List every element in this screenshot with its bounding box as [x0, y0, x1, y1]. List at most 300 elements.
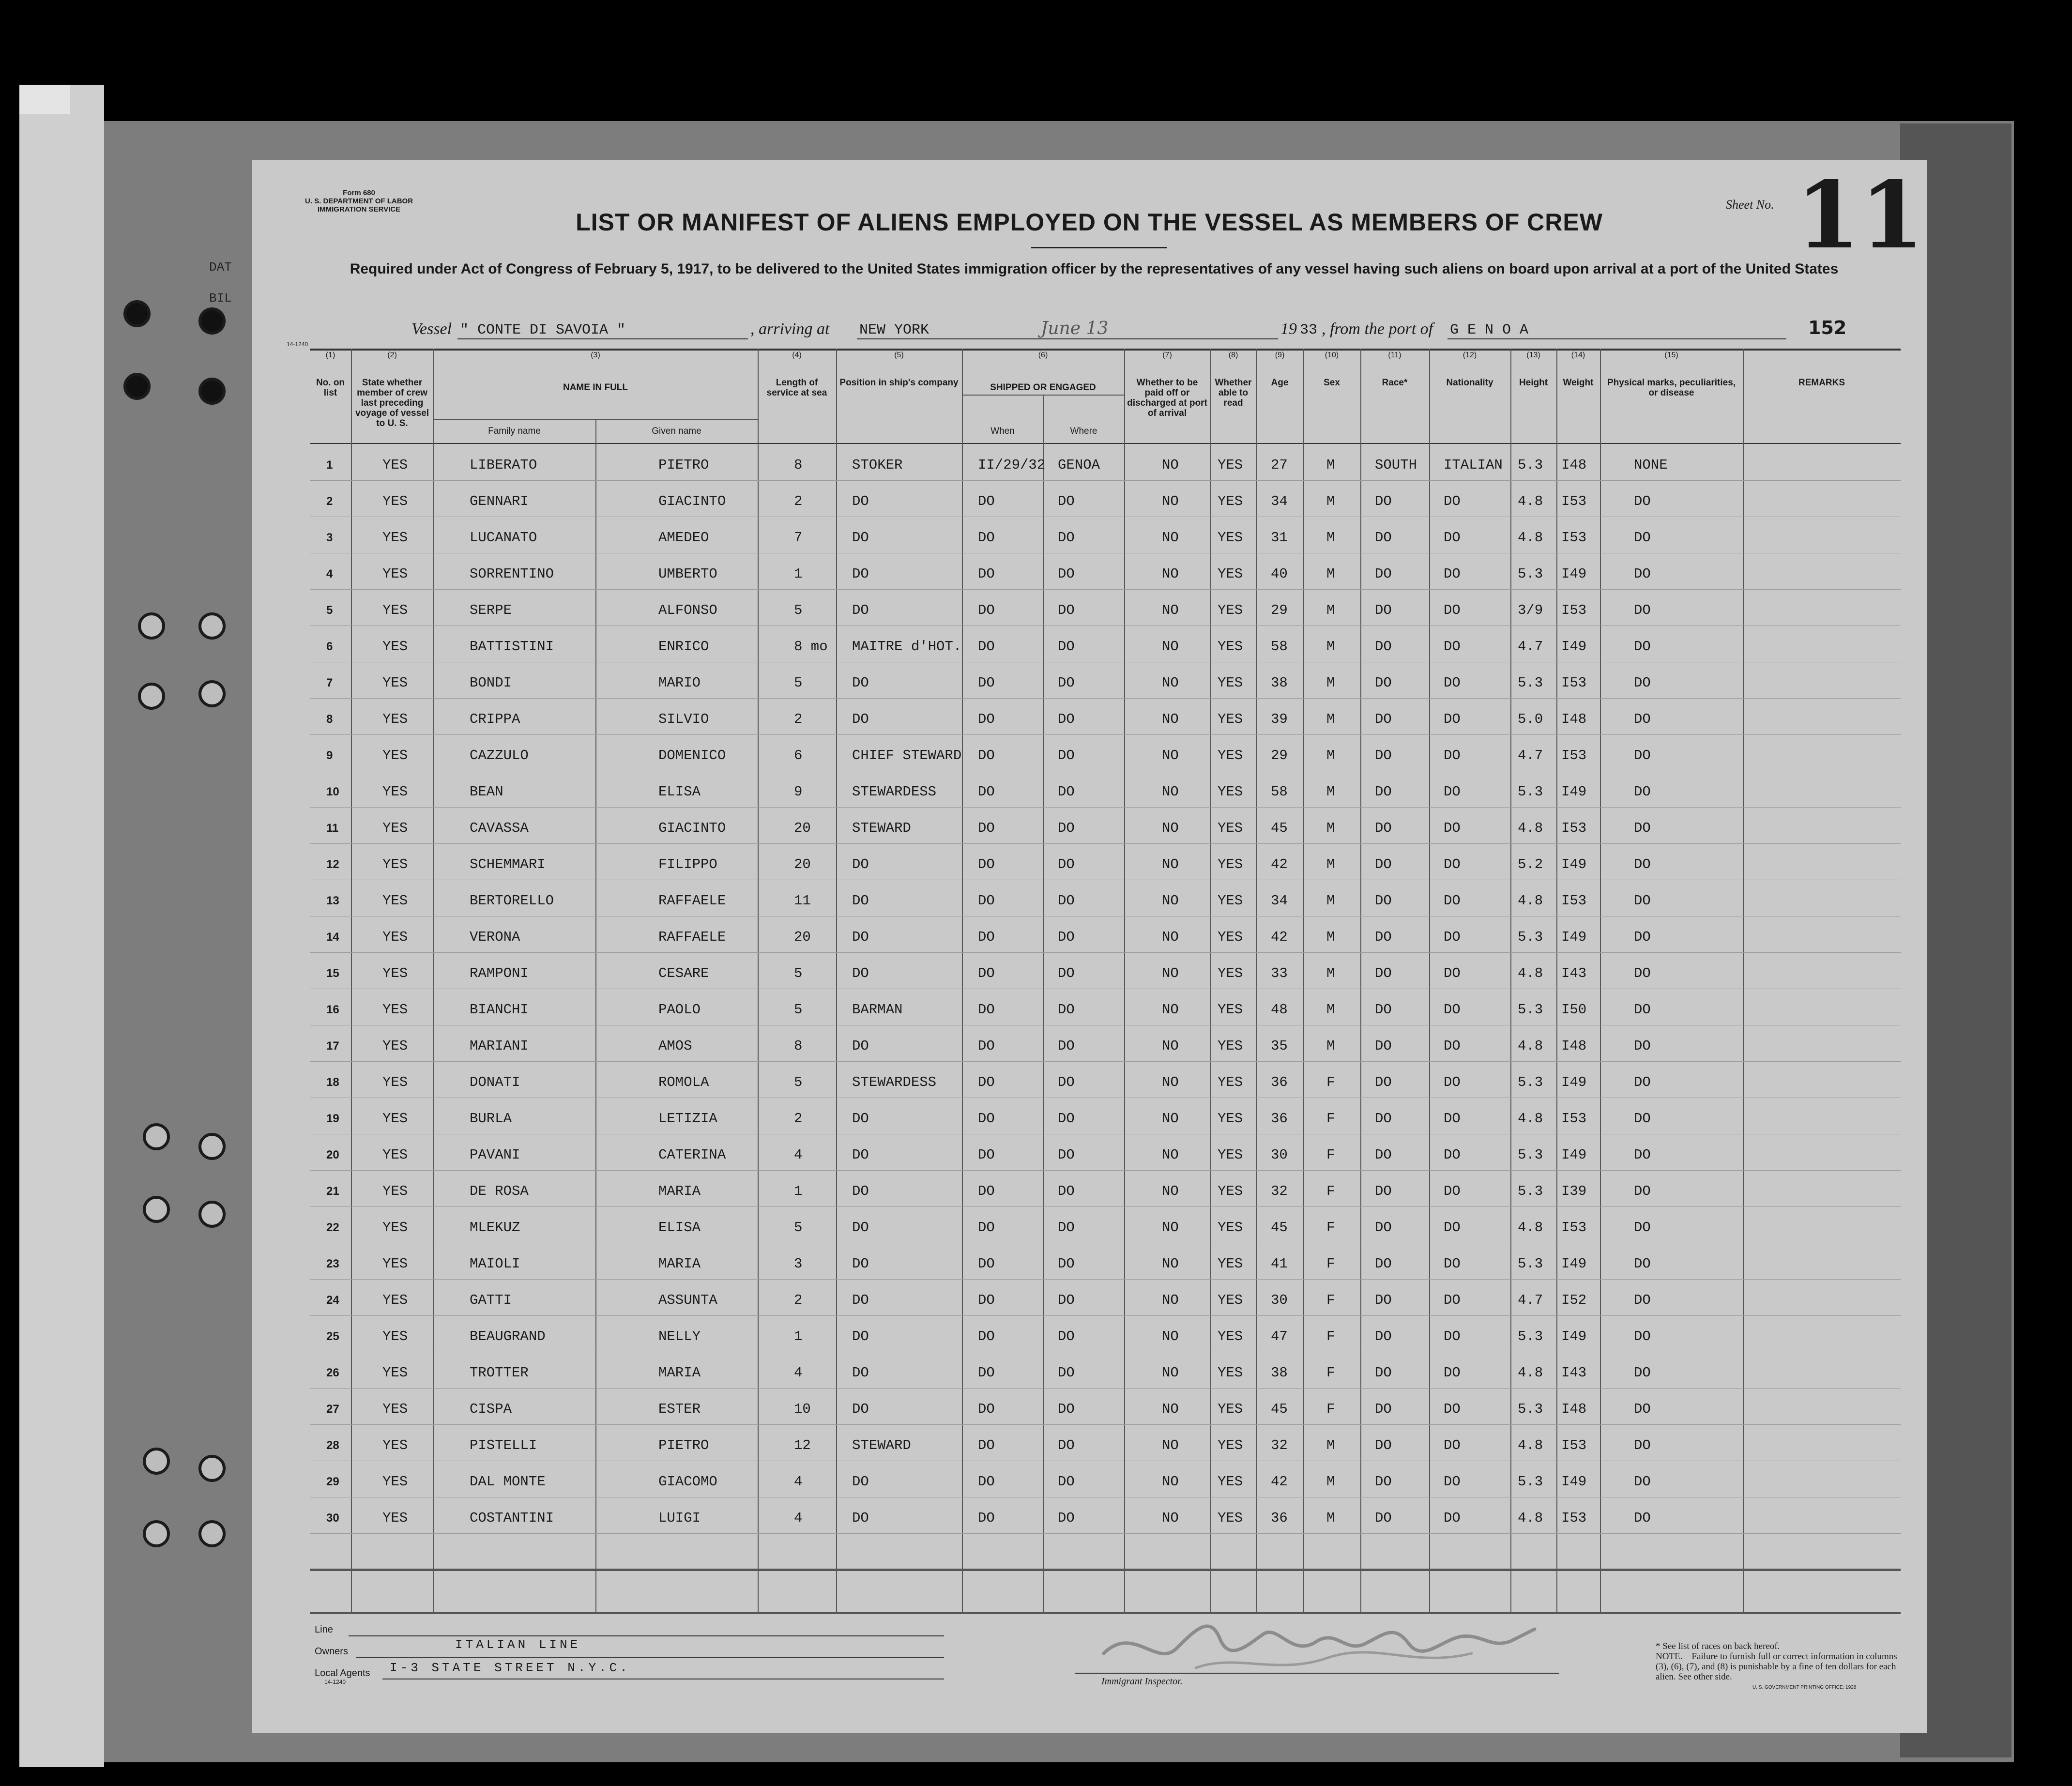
cell-weight: I49	[1561, 929, 1587, 945]
column-number: (7)	[1162, 351, 1172, 359]
inspector-line	[1075, 1673, 1559, 1674]
cell-service: 2	[794, 1111, 803, 1127]
cell-position: MAITRE d'HOT.	[852, 639, 962, 655]
inspector-signature	[1075, 1595, 1559, 1678]
cell-sex: F	[1326, 1220, 1335, 1236]
cell-age: 58	[1271, 784, 1288, 800]
cell-age: 35	[1271, 1038, 1288, 1054]
cell-sex: M	[1326, 1474, 1335, 1490]
cell-where: DO	[1058, 566, 1075, 582]
cell-nationality: DO	[1444, 929, 1461, 945]
cell-given: LETIZIA	[658, 1111, 717, 1127]
cell-race: DO	[1375, 675, 1392, 691]
cell-marks: DO	[1634, 1510, 1651, 1526]
sheet-number: 11	[1796, 161, 1924, 269]
punch-hole	[138, 612, 165, 640]
cell-height: 5.3	[1518, 1183, 1543, 1199]
cell-where: DO	[1058, 893, 1075, 909]
column-header: No. on list	[316, 378, 345, 398]
cell-paid: NO	[1162, 820, 1179, 836]
cell-age: 34	[1271, 893, 1288, 909]
cell-marks: DO	[1634, 602, 1651, 618]
cell-race: DO	[1375, 1147, 1392, 1163]
cell-weight: I49	[1561, 784, 1587, 800]
cell-paid: NO	[1162, 530, 1179, 546]
cell-position: STEWARDESS	[852, 784, 937, 800]
cell-family: MARIANI	[470, 1038, 529, 1054]
cell-weight: I49	[1561, 566, 1587, 582]
cell-given: ALFONSO	[658, 602, 717, 618]
cell-height: 5.3	[1518, 929, 1543, 945]
cell-service: 20	[794, 856, 811, 872]
cell-family: TROTTER	[470, 1365, 529, 1381]
cell-when: DO	[978, 1437, 995, 1453]
column-rule	[1360, 349, 1361, 1612]
cell-prev: YES	[382, 1147, 408, 1163]
cell-where: DO	[1058, 1401, 1075, 1417]
cell-position: DO	[852, 856, 869, 872]
cell-sex: M	[1326, 965, 1335, 981]
cell-when: DO	[978, 965, 995, 981]
cell-sex: M	[1326, 457, 1335, 473]
cell-family: PAVANI	[470, 1147, 520, 1163]
cell-no: 4	[326, 567, 333, 580]
column-header: SHIPPED OR ENGAGED	[990, 382, 1096, 393]
cell-when: DO	[978, 1111, 995, 1127]
column-rule	[758, 349, 759, 1612]
vessel-underline	[457, 338, 748, 339]
cell-family: BIANCHI	[470, 1002, 529, 1018]
form-number: Form 680	[343, 189, 375, 197]
cell-race: DO	[1375, 1038, 1392, 1054]
column-header: REMARKS	[1798, 378, 1845, 388]
cell-height: 4.7	[1518, 1292, 1543, 1308]
cell-marks: DO	[1634, 856, 1651, 872]
cell-read: YES	[1218, 1074, 1243, 1090]
cell-family: MAIOLI	[470, 1256, 520, 1272]
cell-sex: M	[1326, 784, 1335, 800]
cell-read: YES	[1218, 1328, 1243, 1344]
cell-age: 58	[1271, 639, 1288, 655]
agents-value: I-3 STATE STREET N.Y.C.	[390, 1661, 630, 1675]
cell-service: 5	[794, 1220, 803, 1236]
row-rule	[310, 1315, 1901, 1316]
punch-hole	[138, 683, 165, 710]
cell-nationality: DO	[1444, 1365, 1461, 1381]
cell-given: ELISA	[658, 1220, 701, 1236]
cell-sex: F	[1326, 1111, 1335, 1127]
cell-nationality: DO	[1444, 1074, 1461, 1090]
cell-nationality: DO	[1444, 493, 1461, 509]
cell-position: DO	[852, 1111, 869, 1127]
cell-where: DO	[1058, 639, 1075, 655]
cell-given: MARIA	[658, 1365, 701, 1381]
cell-no: 9	[326, 749, 333, 762]
cell-family: CAZZULO	[470, 748, 529, 763]
cell-when: DO	[978, 1256, 995, 1272]
column-number: (14)	[1571, 351, 1585, 359]
cell-sex: F	[1326, 1074, 1335, 1090]
cell-given: GIACINTO	[658, 820, 726, 836]
cell-weight: I48	[1561, 1401, 1587, 1417]
cell-read: YES	[1218, 1002, 1243, 1018]
cell-weight: I39	[1561, 1183, 1587, 1199]
footnote-races: * See list of races on back hereof.	[1656, 1641, 1780, 1651]
column-number: (8)	[1228, 351, 1238, 359]
cell-service: 8	[794, 1038, 803, 1054]
cell-height: 5.2	[1518, 856, 1543, 872]
cell-weight: I53	[1561, 1111, 1587, 1127]
cell-given: PIETRO	[658, 457, 709, 473]
cell-position: DO	[852, 675, 869, 691]
column-rule	[1124, 349, 1125, 1612]
cell-read: YES	[1218, 1401, 1243, 1417]
cell-prev: YES	[382, 1074, 408, 1090]
cell-family: BEAUGRAND	[470, 1328, 546, 1344]
cell-prev: YES	[382, 1474, 408, 1490]
cell-sex: F	[1326, 1365, 1335, 1381]
column-rule	[351, 349, 352, 1612]
from-label: , from the port of	[1322, 320, 1433, 338]
cell-no: 6	[326, 640, 333, 653]
punch-hole	[198, 680, 226, 707]
cell-marks: DO	[1634, 711, 1651, 727]
cell-when: DO	[978, 711, 995, 727]
cell-race: DO	[1375, 965, 1392, 981]
cell-paid: NO	[1162, 965, 1179, 981]
punch-hole	[123, 300, 151, 327]
cell-marks: DO	[1634, 1437, 1651, 1453]
cell-marks: DO	[1634, 1474, 1651, 1490]
cell-no: 26	[326, 1366, 339, 1379]
year: 33	[1300, 322, 1318, 338]
header-bottom-rule	[310, 443, 1901, 444]
arrival-date: June 13	[1041, 319, 1109, 338]
cell-sex: M	[1326, 1510, 1335, 1526]
cell-service: 20	[794, 820, 811, 836]
cell-prev: YES	[382, 639, 408, 655]
cell-when: DO	[978, 602, 995, 618]
cell-race: DO	[1375, 1074, 1392, 1090]
cell-where: DO	[1058, 602, 1075, 618]
cell-sex: M	[1326, 639, 1335, 655]
cell-nationality: DO	[1444, 1401, 1461, 1417]
cell-family: CAVASSA	[470, 820, 529, 836]
cell-marks: DO	[1634, 493, 1651, 509]
cell-marks: DO	[1634, 748, 1651, 763]
sub-header: Given name	[652, 426, 701, 436]
column-rule	[1429, 349, 1430, 1612]
cell-service: 4	[794, 1510, 803, 1526]
cell-service: 8	[794, 457, 803, 473]
cell-sex: F	[1326, 1256, 1335, 1272]
cell-marks: NONE	[1634, 457, 1668, 473]
cell-prev: YES	[382, 457, 408, 473]
page-title: LIST OR MANIFEST OF ALIENS EMPLOYED ON THE VESSEL AS MEMBERS OF CREW	[576, 209, 1603, 236]
cell-where: DO	[1058, 1147, 1075, 1163]
cell-given: PIETRO	[658, 1437, 709, 1453]
cell-where: DO	[1058, 1183, 1075, 1199]
cell-height: 5.3	[1518, 1401, 1543, 1417]
cell-read: YES	[1218, 1256, 1243, 1272]
cell-weight: I53	[1561, 493, 1587, 509]
cell-given: MARIA	[658, 1183, 701, 1199]
cell-read: YES	[1218, 784, 1243, 800]
cell-family: DE ROSA	[470, 1183, 529, 1199]
cell-where: DO	[1058, 530, 1075, 546]
cell-when: DO	[978, 1220, 995, 1236]
cell-family: BERTORELLO	[470, 893, 554, 909]
cell-family: LUCANATO	[470, 530, 537, 546]
cell-service: 5	[794, 602, 803, 618]
cell-service: 2	[794, 711, 803, 727]
cell-nationality: DO	[1444, 1474, 1461, 1490]
cell-where: DO	[1058, 748, 1075, 763]
shipped-split-line	[1043, 395, 1044, 1612]
cell-weight: I53	[1561, 1437, 1587, 1453]
cell-age: 42	[1271, 1474, 1288, 1490]
cell-paid: NO	[1162, 929, 1179, 945]
cell-no: 3	[326, 531, 333, 544]
sub-header: Where	[1070, 426, 1097, 436]
owners-label: Owners	[315, 1646, 348, 1657]
cell-prev: YES	[382, 748, 408, 763]
cell-family: COSTANTINI	[470, 1510, 554, 1526]
column-header: Physical marks, peculiarities, or disease	[1607, 378, 1736, 398]
cell-nationality: DO	[1444, 1256, 1461, 1272]
cell-sex: M	[1326, 748, 1335, 763]
cell-weight: I53	[1561, 602, 1587, 618]
cell-prev: YES	[382, 929, 408, 945]
cell-height: 4.7	[1518, 639, 1543, 655]
cell-weight: I49	[1561, 1147, 1587, 1163]
cell-when: DO	[978, 1183, 995, 1199]
cell-prev: YES	[382, 1220, 408, 1236]
cell-service: 5	[794, 675, 803, 691]
punch-hole	[198, 307, 226, 335]
column-number: (10)	[1325, 351, 1339, 359]
cell-prev: YES	[382, 893, 408, 909]
cell-service: 12	[794, 1437, 811, 1453]
cell-sex: M	[1326, 1002, 1335, 1018]
cell-given: MARIO	[658, 675, 701, 691]
cell-prev: YES	[382, 602, 408, 618]
cell-given: ENRICO	[658, 639, 709, 655]
cell-race: DO	[1375, 856, 1392, 872]
cell-nationality: DO	[1444, 965, 1461, 981]
form-code: 14-1240	[287, 341, 308, 348]
cell-position: DO	[852, 1510, 869, 1526]
cell-marks: DO	[1634, 820, 1651, 836]
cell-race: DO	[1375, 1292, 1392, 1308]
cell-sex: F	[1326, 1292, 1335, 1308]
cell-height: 4.7	[1518, 748, 1543, 763]
cell-no: 14	[326, 931, 339, 944]
column-header: Whether able to read	[1215, 378, 1252, 408]
cell-marks: DO	[1634, 1111, 1651, 1127]
cell-read: YES	[1218, 457, 1243, 473]
column-header: Nationality	[1446, 378, 1493, 388]
column-rule	[1510, 349, 1511, 1612]
cell-where: DO	[1058, 1256, 1075, 1272]
cell-read: YES	[1218, 1474, 1243, 1490]
column-header: Position in ship's company	[839, 378, 959, 388]
cell-race: DO	[1375, 1111, 1392, 1127]
cell-where: DO	[1058, 1328, 1075, 1344]
cell-given: ROMOLA	[658, 1074, 709, 1090]
cell-given: CATERINA	[658, 1147, 726, 1163]
cell-paid: NO	[1162, 856, 1179, 872]
cell-age: 38	[1271, 1365, 1288, 1381]
cell-age: 45	[1271, 1401, 1288, 1417]
cell-paid: NO	[1162, 566, 1179, 582]
cell-read: YES	[1218, 1292, 1243, 1308]
cell-nationality: DO	[1444, 675, 1461, 691]
cell-weight: I53	[1561, 530, 1587, 546]
cell-no: 7	[326, 676, 333, 689]
cell-sex: M	[1326, 929, 1335, 945]
cell-height: 4.8	[1518, 893, 1543, 909]
row-rule	[310, 1061, 1901, 1062]
cell-read: YES	[1218, 1220, 1243, 1236]
cell-when: DO	[978, 1147, 995, 1163]
sub-header: When	[990, 426, 1015, 436]
cell-where: DO	[1058, 711, 1075, 727]
cell-where: DO	[1058, 1074, 1075, 1090]
cell-sex: M	[1326, 602, 1335, 618]
cell-marks: DO	[1634, 1256, 1651, 1272]
cell-sex: M	[1326, 1038, 1335, 1054]
binder-tab	[19, 85, 70, 114]
cell-service: 2	[794, 493, 803, 509]
cell-read: YES	[1218, 929, 1243, 945]
cell-paid: NO	[1162, 1183, 1179, 1199]
cell-when: II/29/32	[978, 457, 1046, 473]
cell-position: DO	[852, 493, 869, 509]
cell-where: DO	[1058, 493, 1075, 509]
cell-service: 10	[794, 1401, 811, 1417]
cell-where: DO	[1058, 1510, 1075, 1526]
cell-given: MARIA	[658, 1256, 701, 1272]
crew-table	[287, 341, 1901, 1612]
cell-prev: YES	[382, 1437, 408, 1453]
column-number: (6)	[1038, 351, 1048, 359]
cell-race: DO	[1375, 784, 1392, 800]
cell-given: ASSUNTA	[658, 1292, 717, 1308]
row-rule	[310, 734, 1901, 735]
column-number: (4)	[792, 351, 802, 359]
cell-service: 9	[794, 784, 803, 800]
cell-sex: M	[1326, 856, 1335, 872]
cell-marks: DO	[1634, 893, 1651, 909]
cell-height: 5.3	[1518, 1256, 1543, 1272]
cell-position: DO	[852, 530, 869, 546]
cell-where: DO	[1058, 856, 1075, 872]
cell-age: 42	[1271, 856, 1288, 872]
cell-where: DO	[1058, 1437, 1075, 1453]
cell-nationality: DO	[1444, 784, 1461, 800]
column-rule	[1556, 349, 1557, 1612]
punch-hole	[143, 1196, 170, 1223]
cell-where: DO	[1058, 675, 1075, 691]
cell-family: BATTISTINI	[470, 639, 554, 655]
cell-position: DO	[852, 1183, 869, 1199]
cell-race: DO	[1375, 893, 1392, 909]
row-rule	[310, 1279, 1901, 1280]
column-rule	[1210, 349, 1211, 1612]
row-rule	[310, 589, 1901, 590]
cell-where: DO	[1058, 965, 1075, 981]
cell-where: DO	[1058, 929, 1075, 945]
cell-family: VERONA	[470, 929, 520, 945]
cell-paid: NO	[1162, 1365, 1179, 1381]
row-rule	[310, 1388, 1901, 1389]
column-header: NAME IN FULL	[563, 382, 628, 393]
cell-paid: NO	[1162, 602, 1179, 618]
cell-family: CRIPPA	[470, 711, 520, 727]
cell-when: DO	[978, 1074, 995, 1090]
column-header: Height	[1519, 378, 1548, 388]
cell-read: YES	[1218, 639, 1243, 655]
cell-prev: YES	[382, 820, 408, 836]
cell-where: DO	[1058, 1365, 1075, 1381]
cell-age: 32	[1271, 1437, 1288, 1453]
inspector-label: Immigrant Inspector.	[1101, 1676, 1183, 1687]
column-number: (3)	[591, 351, 600, 359]
cell-when: DO	[978, 493, 995, 509]
punch-hole	[198, 378, 226, 405]
cell-height: 4.8	[1518, 965, 1543, 981]
cell-nationality: DO	[1444, 1111, 1461, 1127]
cell-paid: NO	[1162, 1474, 1179, 1490]
cell-sex: F	[1326, 1401, 1335, 1417]
title-underline	[1031, 247, 1167, 248]
cell-marks: DO	[1634, 566, 1651, 582]
cell-when: DO	[978, 1038, 995, 1054]
cell-prev: YES	[382, 1002, 408, 1018]
cell-weight: I43	[1561, 965, 1587, 981]
row-rule	[310, 843, 1901, 844]
cell-given: AMEDEO	[658, 530, 709, 546]
cell-sex: M	[1326, 530, 1335, 546]
punch-hole	[143, 1448, 170, 1475]
cell-marks: DO	[1634, 1038, 1651, 1054]
table-bottom-rule	[310, 1569, 1901, 1571]
cell-position: DO	[852, 1147, 869, 1163]
port-underline	[1447, 338, 1786, 339]
footnote	[1656, 1641, 1907, 1682]
cell-nationality: DO	[1444, 1510, 1461, 1526]
cell-height: 4.8	[1518, 530, 1543, 546]
cell-height: 4.8	[1518, 1510, 1543, 1526]
cell-race: SOUTH	[1375, 457, 1417, 473]
cell-position: DO	[852, 1256, 869, 1272]
cell-family: DONATI	[470, 1074, 520, 1090]
cell-family: GATTI	[470, 1292, 512, 1308]
cell-race: DO	[1375, 1220, 1392, 1236]
cell-no: 10	[326, 785, 339, 798]
cell-service: 7	[794, 530, 803, 546]
line-label: Line	[315, 1624, 333, 1635]
sub-header: Family name	[488, 426, 541, 436]
column-header: Race*	[1382, 378, 1408, 388]
cell-age: 29	[1271, 602, 1288, 618]
column-number: (2)	[387, 351, 397, 359]
stub-line: BIL	[209, 291, 232, 305]
cell-given: PAOLO	[658, 1002, 701, 1018]
cell-where: DO	[1058, 1038, 1075, 1054]
cell-height: 5.3	[1518, 1002, 1543, 1018]
